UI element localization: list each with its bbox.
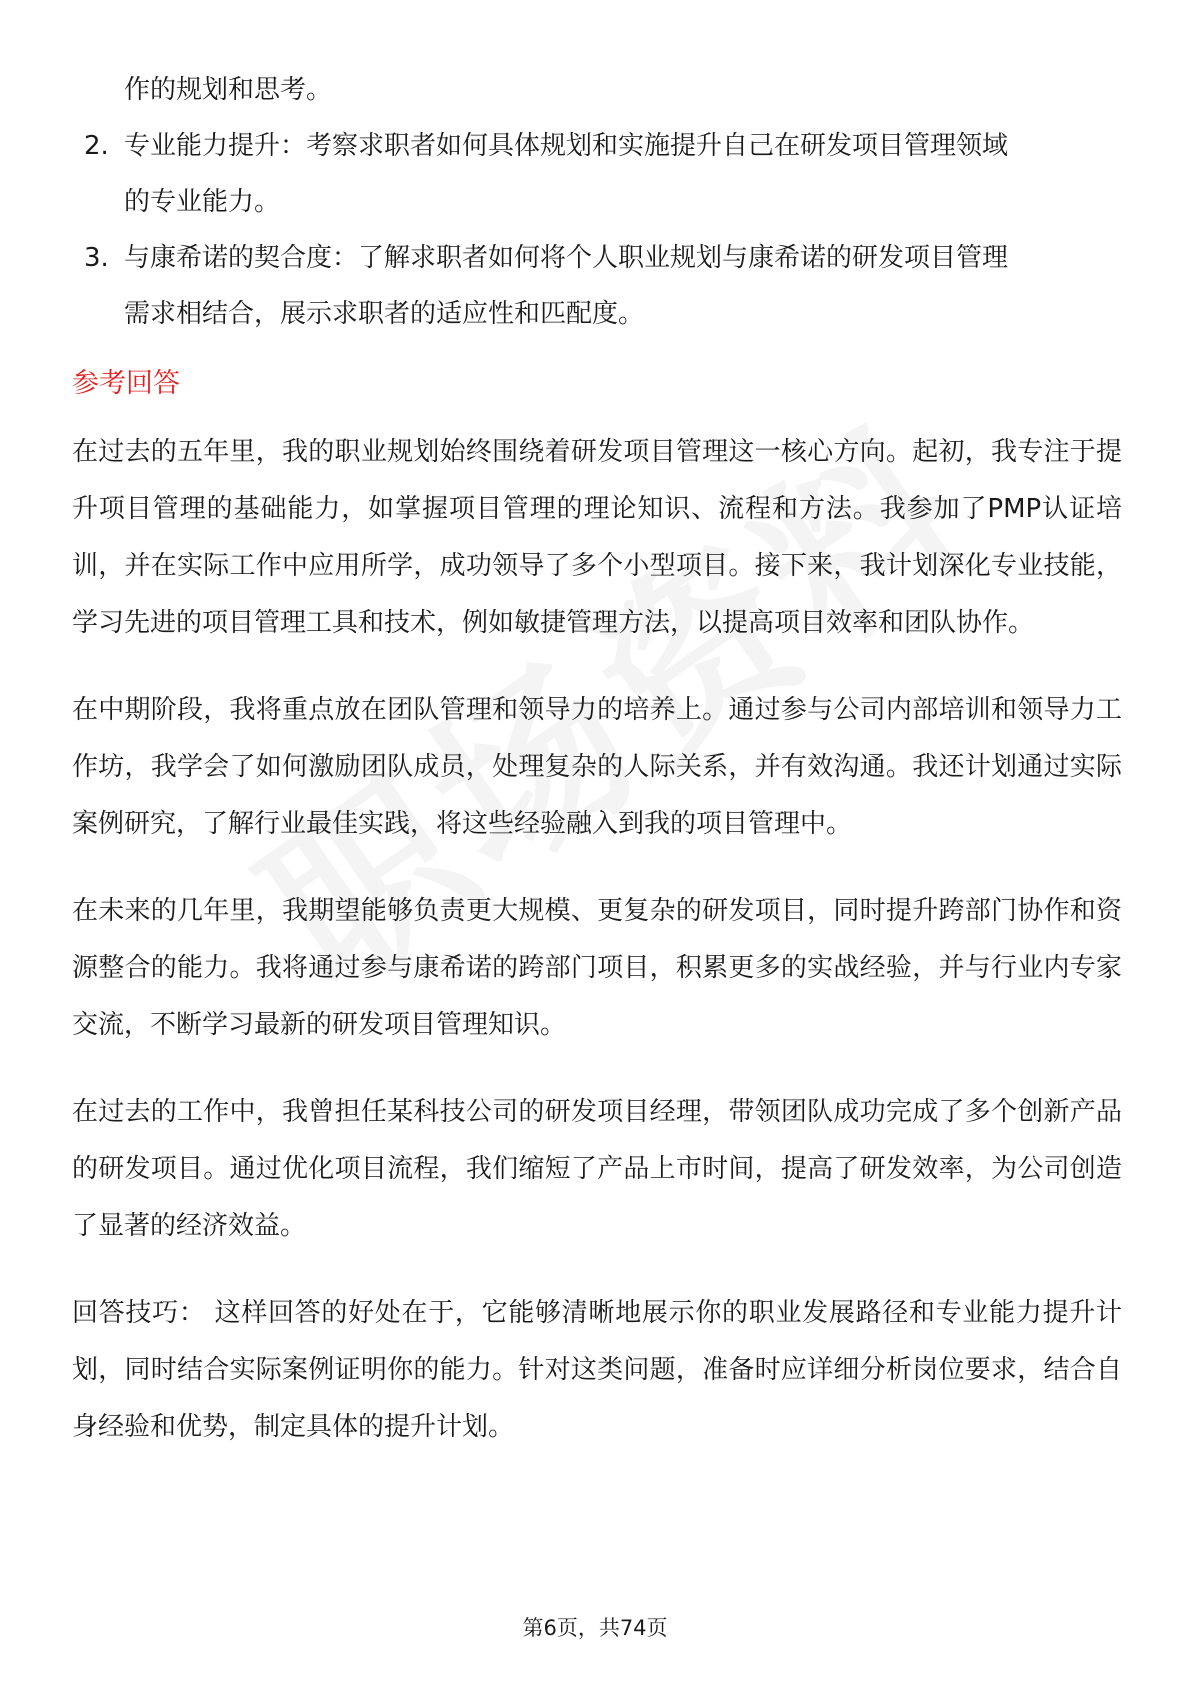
- section-title: 参考回答: [72, 368, 180, 399]
- list-item-continuation: 作的规划和思考。: [124, 75, 333, 105]
- criteria-list: [72, 118, 1122, 342]
- page-number: 第6页，共74页: [522, 1616, 668, 1640]
- list-item-line: 的专业能力。: [124, 187, 281, 217]
- list-item-line: 需求相结合，展示求职者的适应性和匹配度。: [124, 299, 645, 329]
- list-item: [72, 118, 1122, 230]
- list-item-line: 专业能力提升：考察求职者如何具体规划和实施提升自己在研发项目管理领域: [124, 131, 1009, 161]
- page-content: [72, 62, 1122, 1456]
- answer-paragraph: 在中期阶段，我将重点放在团队管理和领导力的培养上。通过参与公司内部培训和领导力工作坊，我学会了如何激励团队成员，处理复杂的人际关系，并有效沟通。我还计划通过实际案例研究，了解行业最佳实践，将这些经验融入到我的项目管理中。: [72, 695, 1122, 839]
- answer-paragraph: 在过去的五年里，我的职业规划始终围绕着研发项目管理这一核心方向。起初，我专注于提升项目管理的基础能力，如掌握项目管理的理论知识、流程和方法。我参加了PMP认证培训，并在实际工作中应用所学，成功领导了多个小型项目。接下来，我计划深化专业技能，学习先进的项目管理工具和技术，例如敏捷管理方法，以提高项目效率和团队协作。: [72, 437, 1122, 638]
- list-item-line: 与康希诺的契合度：了解求职者如何将个人职业规划与康希诺的研发项目管理: [124, 243, 1009, 273]
- answer-paragraph: 在未来的几年里，我期望能够负责更大规模、更复杂的研发项目，同时提升跨部门协作和资源整合的能力。我将通过参与康希诺的跨部门项目，积累更多的实战经验，并与行业内专家交流，不断学习最新的研发项目管理知识。: [72, 896, 1122, 1040]
- list-number: 2.: [84, 131, 109, 161]
- list-number: 3.: [84, 243, 109, 273]
- tips-paragraph: 回答技巧： 这样回答的好处在于，它能够清晰地展示你的职业发展路径和专业能力提升计划，同时结合实际案例证明你的能力。针对这类问题，准备时应详细分析岗位要求，结合自身经验和优势，制定具体的提升计划。: [72, 1298, 1122, 1442]
- list-item: [72, 230, 1122, 342]
- answer-paragraph: 在过去的工作中，我曾担任某科技公司的研发项目经理，带领团队成功完成了多个创新产品的研发项目。通过优化项目流程，我们缩短了产品上市时间，提高了研发效率，为公司创造了显著的经济效益。: [72, 1097, 1122, 1241]
